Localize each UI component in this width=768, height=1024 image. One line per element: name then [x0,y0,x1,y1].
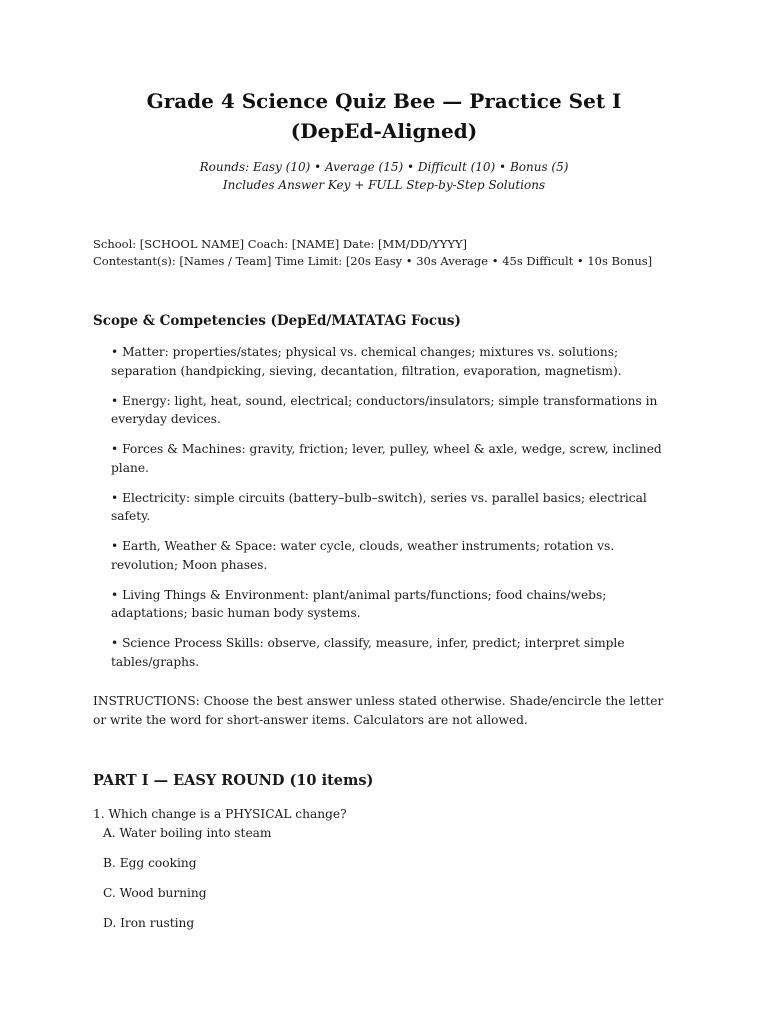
scope-list [111,343,681,683]
option-b[interactable]: B. Egg cooking [103,856,197,870]
scope-heading: Scope & Competencies (DepEd/MATATAG Focus) [93,313,461,329]
option-c[interactable]: C. Wood burning [103,886,207,900]
document-title: Grade 4 Science Quiz Bee — Practice Set I (DepEd-Aligned) [146,89,622,143]
scope-item-electricity: • Electricity: simple circuits (battery–bulb–switch), series vs. parallel basics; electrical safety. [111,490,647,523]
question-1-options [103,824,272,944]
scope-item-living-things: • Living Things & Environment: plant/animal parts/functions; food chains/webs; adaptations; basic human body systems. [111,587,607,620]
scope-item-forces: • Forces & Machines: gravity, friction; lever, pulley, wheel & axle, wedge, screw, inclined plane. [111,442,662,475]
rounds-subtitle: Rounds: Easy (10) • Average (15) • Difficult (10) • Bonus (5) [199,160,569,174]
scope-item-energy: • Energy: light, heat, sound, electrical; conductors/insulators; simple transformations in everyday devices. [111,393,658,426]
instructions-text: INSTRUCTIONS: Choose the best answer unless stated otherwise. Shade/encircle the letter or write the word for short-answer items. Calculators are not allowed. [93,694,664,727]
scope-item-process-skills: • Science Process Skills: observe, classify, measure, infer, predict; interpret simple tables/graphs. [111,636,625,669]
scope-item-earth-space: • Earth, Weather & Space: water cycle, clouds, weather instruments; rotation vs. revolution; Moon phases. [111,539,615,572]
includes-subtitle: Includes Answer Key + FULL Step-by-Step Solutions [222,178,546,192]
part-1-heading: PART I — EASY ROUND (10 items) [93,772,374,789]
scope-item-matter: • Matter: properties/states; physical vs. chemical changes; mixtures vs. solutions; separation (handpicking, sieving, decantation, filtration, evaporation, magnetism). [111,345,622,378]
contestant-time-line: Contestant(s): [Names / Team] Time Limit: [20s Easy • 30s Average • 45s Difficult • 10s Bonus] [93,254,653,268]
question-1-text: 1. Which change is a PHYSICAL change? [93,807,347,821]
option-d[interactable]: D. Iron rusting [103,916,195,930]
school-coach-date-line: School: [SCHOOL NAME] Coach: [NAME] Date: [MM/DD/YYYY] [93,237,468,251]
option-a[interactable]: A. Water boiling into steam [103,826,272,840]
